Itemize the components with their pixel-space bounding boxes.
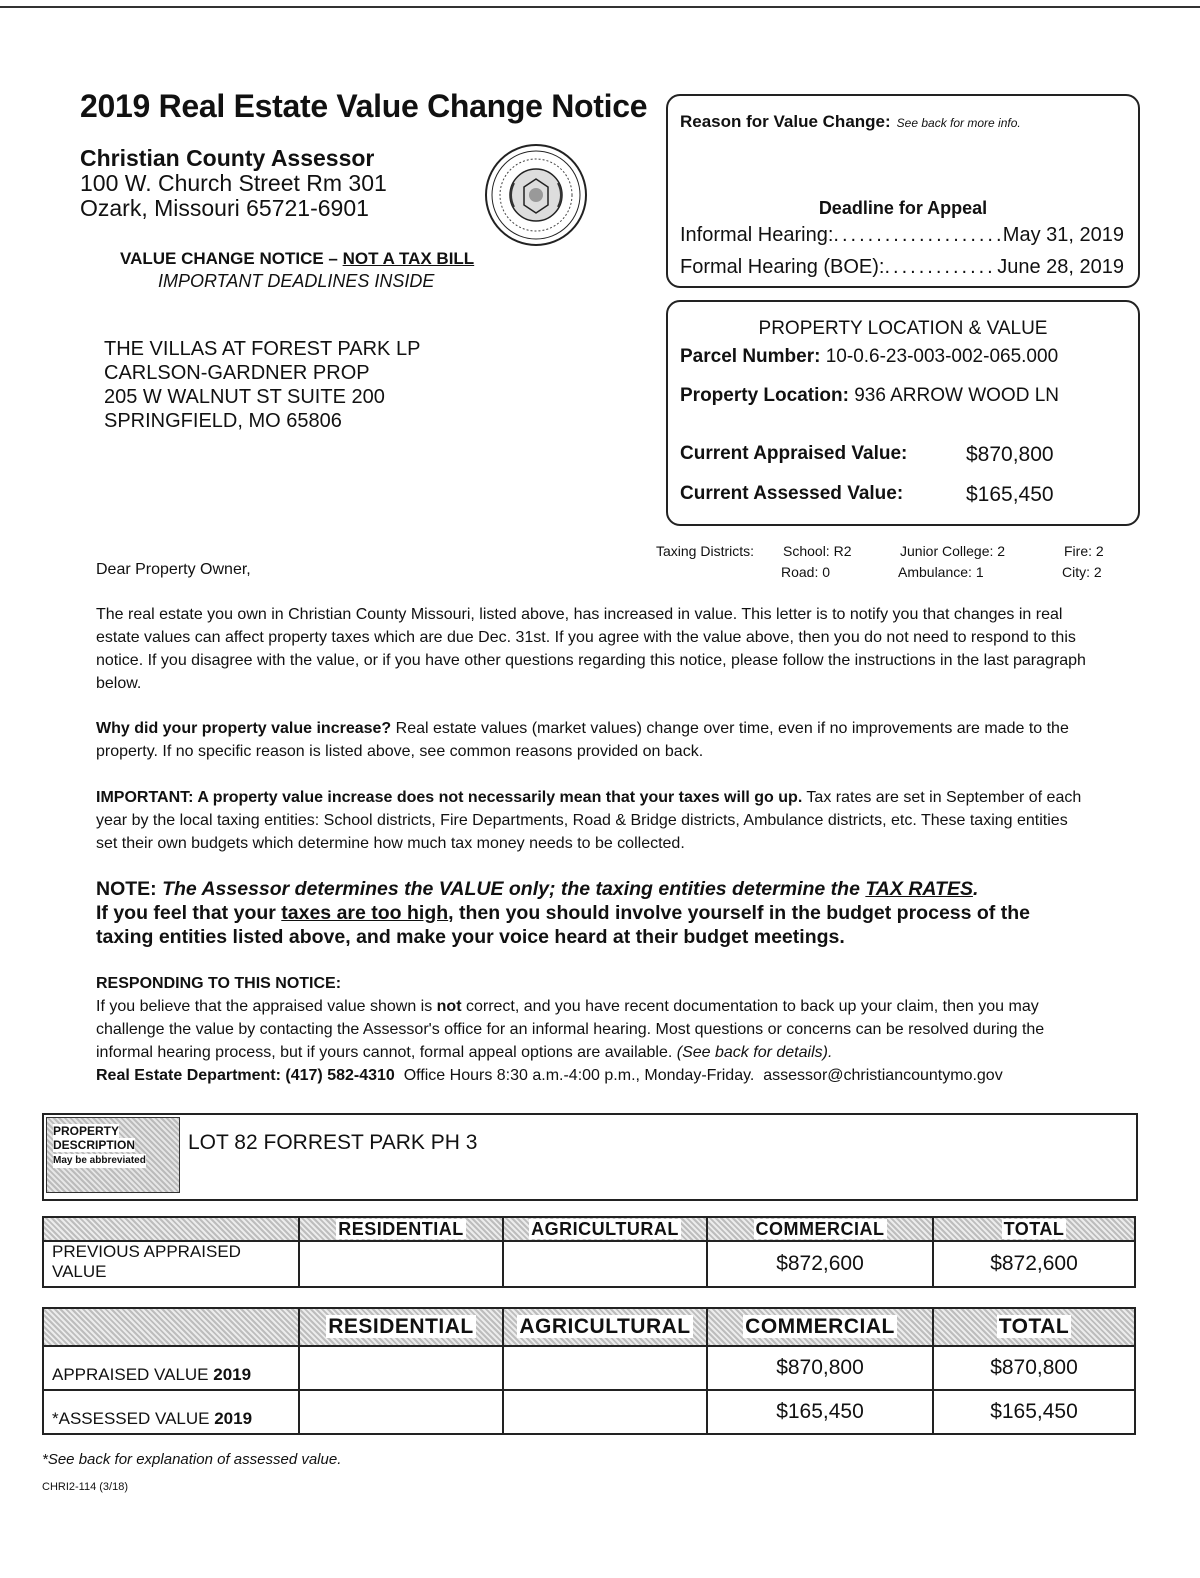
header-residential-text: RESIDENTIAL (328, 1315, 474, 1338)
header-total-text: TOTAL (1003, 1218, 1065, 1239)
header-total (933, 1308, 1135, 1346)
previous-commercial: $872,600 (707, 1241, 933, 1287)
owner-line-2: CARLSON-GARDNER PROP (104, 362, 370, 384)
taxing-districts-label: Taxing Districts: (656, 543, 755, 559)
owner-line-1: THE VILLAS AT FOREST PARK LP (104, 338, 421, 360)
header-residential (299, 1217, 503, 1241)
appraised-residential (299, 1346, 503, 1390)
form-code: CHRI2-114 (3/18) (42, 1481, 128, 1493)
not-a-tax-bill-text: NOT A TAX BILL (342, 249, 475, 268)
taxing-fire: Fire: 2 (1064, 543, 1104, 559)
assessed-value-row (43, 1390, 1135, 1434)
owner-address (104, 337, 420, 433)
previous-appraised-label: PREVIOUS APPRAISED VALUE (43, 1241, 299, 1287)
previous-residential (299, 1241, 503, 1287)
responding-see-back: (See back for details). (676, 1044, 833, 1061)
property-description-box (42, 1113, 1138, 1201)
current-assessed-value: $165,450 (966, 483, 1054, 506)
why-increase-heading: Why did your property value increase? (96, 720, 392, 737)
note-prefix: NOTE: (96, 878, 163, 900)
previous-appraised-row (43, 1241, 1135, 1287)
assessed-value-footnote: *See back for explanation of assessed value. (42, 1451, 342, 1468)
header-residential-text: RESIDENTIAL (338, 1218, 464, 1239)
real-estate-dept-phone: Real Estate Department: (417) 582-4310 (96, 1067, 395, 1084)
previous-total: $872,600 (933, 1241, 1135, 1287)
assessor-name: Christian County Assessor (80, 145, 375, 171)
owner-line-4: SPRINGFIELD, MO 65806 (104, 410, 342, 432)
header-commercial-text: COMMERCIAL (755, 1218, 885, 1239)
header-total (933, 1217, 1135, 1241)
parcel-number-row (680, 346, 1058, 368)
header-blank (43, 1308, 299, 1346)
important-deadlines-note: IMPORTANT DEADLINES INSIDE (158, 271, 435, 291)
responding-heading: RESPONDING TO THIS NOTICE: (96, 975, 342, 992)
property-description: LOT 82 FORREST PARK PH 3 (188, 1131, 478, 1154)
current-value-table (42, 1307, 1136, 1435)
previous-agricultural (503, 1241, 707, 1287)
letter-paragraph-3 (96, 786, 1086, 855)
note-end: . (972, 878, 979, 900)
header-commercial-text: COMMERCIAL (745, 1315, 895, 1338)
property-description-label (46, 1117, 180, 1193)
not-a-tax-bill-notice (120, 249, 474, 269)
note-taxes-too-high: taxes are too high (281, 902, 449, 924)
responding-text-b: correct, and you have recent documentation to back up your claim, then you may challenge the value by contacting the Assessor's office for an informal hearing. Most questions or concerns can be resolved during the informal hearing process, but if yours cannot, formal appeal options are available. (96, 998, 1045, 1061)
taxing-ambulance: Ambulance: 1 (898, 564, 984, 580)
header-blank (43, 1217, 299, 1241)
assessed-value-label (43, 1390, 299, 1434)
reason-note: See back for more info. (896, 116, 1021, 130)
note-block (96, 877, 1086, 949)
assessed-label-text: *ASSESSED VALUE (52, 1409, 210, 1428)
previous-value-table (42, 1216, 1136, 1288)
appraised-label-text: APPRAISED VALUE (52, 1365, 209, 1384)
parcel-label: Parcel Number: (680, 346, 821, 367)
notice-prefix: VALUE CHANGE NOTICE – (120, 249, 338, 268)
desc-label-line-3: May be abbreviated (53, 1155, 146, 1166)
address-line-2: Ozark, Missouri 65721-6901 (80, 195, 369, 221)
taxing-school: School: R2 (783, 543, 852, 559)
current-appraised-row (680, 443, 1124, 465)
letter-paragraph-1: The real estate you own in Christian County Missouri, listed above, has increased in value. This letter is to notify you that changes in real estate values can affect property taxes which are due Dec. 31st. If you agree with the value above, then you do not need to respond to this notice. If you disagree with the value, or if you have other questions regarding this notice, please follow the instructions in the last paragraph below. (96, 606, 1086, 692)
notice-title: 2019 Real Estate Value Change Notice (80, 88, 648, 124)
header-agricultural (503, 1217, 707, 1241)
dot-leader (833, 224, 1002, 247)
formal-hearing-label: Formal Hearing (BOE): (680, 256, 885, 278)
current-appraised-value: $870,800 (966, 443, 1054, 466)
formal-hearing-date: June 28, 2019 (997, 256, 1124, 278)
important-text: Tax rates are set in September of each year by the local taxing entities: School districts, Fire Departments, Road & Bridge districts, Ambulance districts, etc. These taxing entities set their own budgets which determine how much tax money needs to be collected. (96, 789, 1082, 852)
taxing-city: City: 2 (1062, 564, 1102, 580)
taxing-junior-college: Junior College: 2 (900, 543, 1006, 559)
assessed-residential (299, 1390, 503, 1434)
responding-section (96, 972, 1086, 1087)
header-agricultural-text: AGRICULTURAL (519, 1315, 691, 1338)
salutation: Dear Property Owner, (96, 561, 251, 578)
appraised-value-label (43, 1346, 299, 1390)
header-agricultural (503, 1308, 707, 1346)
header-commercial (707, 1308, 933, 1346)
assessed-commercial: $165,450 (707, 1390, 933, 1434)
dot-leader (885, 256, 998, 279)
assessed-year: 2019 (214, 1409, 253, 1428)
location-heading: PROPERTY LOCATION & VALUE (758, 318, 1048, 339)
header-commercial (707, 1217, 933, 1241)
address-line-1: 100 W. Church Street Rm 301 (80, 170, 387, 196)
why-increase-text: Real estate values (market values) change over time, even if no improvements are made to the property. If no specific reason is listed above, see common reasons provided on back. (96, 720, 1069, 760)
assessor-address (80, 146, 387, 221)
letter-paragraph-2 (96, 717, 1086, 763)
appeal-deadline-heading: Deadline for Appeal (818, 198, 988, 218)
informal-hearing-row (680, 224, 1124, 247)
desc-label-line-2: DESCRIPTION (53, 1138, 136, 1152)
note-line2-start: If you feel that your (96, 902, 282, 924)
reason-heading-label: Reason for Value Change: (680, 112, 891, 131)
assessed-agricultural (503, 1390, 707, 1434)
informal-hearing-date: May 31, 2019 (1002, 224, 1124, 246)
formal-hearing-row (680, 256, 1124, 279)
note-italic: The Assessor determines the VALUE only; the taxing entities determine the (162, 878, 866, 900)
office-hours-email: Office Hours 8:30 a.m.-4:00 p.m., Monday-Friday. assessor@christiancountymo.gov (394, 1067, 1003, 1084)
header-agricultural-text: AGRICULTURAL (531, 1218, 679, 1239)
appraised-value-row (43, 1346, 1135, 1390)
property-location-row (680, 385, 1059, 407)
appraised-agricultural (503, 1346, 707, 1390)
note-tax-rates: TAX RATES (865, 878, 973, 900)
taxing-road: Road: 0 (781, 564, 831, 580)
reason-heading (680, 112, 1021, 132)
owner-line-3: 205 W WALNUT ST SUITE 200 (104, 386, 385, 408)
appraised-commercial: $870,800 (707, 1346, 933, 1390)
assessed-total: $165,450 (933, 1390, 1135, 1434)
reason-for-value-change-box (666, 94, 1140, 288)
current-assessed-label: Current Assessed Value: (680, 483, 904, 504)
appraised-total: $870,800 (933, 1346, 1135, 1390)
previous-header-row (43, 1217, 1135, 1241)
property-location-value-box (666, 300, 1140, 526)
responding-not: not (436, 998, 462, 1015)
location-label: Property Location: (680, 385, 849, 406)
important-heading: IMPORTANT: A property value increase does not necessarily mean that your taxes will go up. (96, 789, 803, 806)
informal-hearing-label: Informal Hearing: (680, 224, 834, 246)
note-line2-end: , then you should involve yourself in the budget process of the taxing entities listed above, and make your voice heard at their budget meetings. (96, 902, 1030, 948)
header-total-text: TOTAL (998, 1315, 1070, 1338)
page-top-border (0, 6, 1200, 8)
responding-text-a: If you believe that the appraised value shown is (96, 998, 437, 1015)
current-appraised-label: Current Appraised Value: (680, 443, 908, 464)
current-assessed-row (680, 483, 1124, 505)
header-residential (299, 1308, 503, 1346)
appraised-year: 2019 (213, 1365, 252, 1384)
current-header-row (43, 1308, 1135, 1346)
parcel-number: 10-0.6-23-003-002-065.000 (825, 346, 1059, 367)
property-location: 936 ARROW WOOD LN (854, 385, 1060, 406)
state-seal-icon (484, 143, 588, 247)
desc-label-line-1: PROPERTY (53, 1124, 120, 1138)
